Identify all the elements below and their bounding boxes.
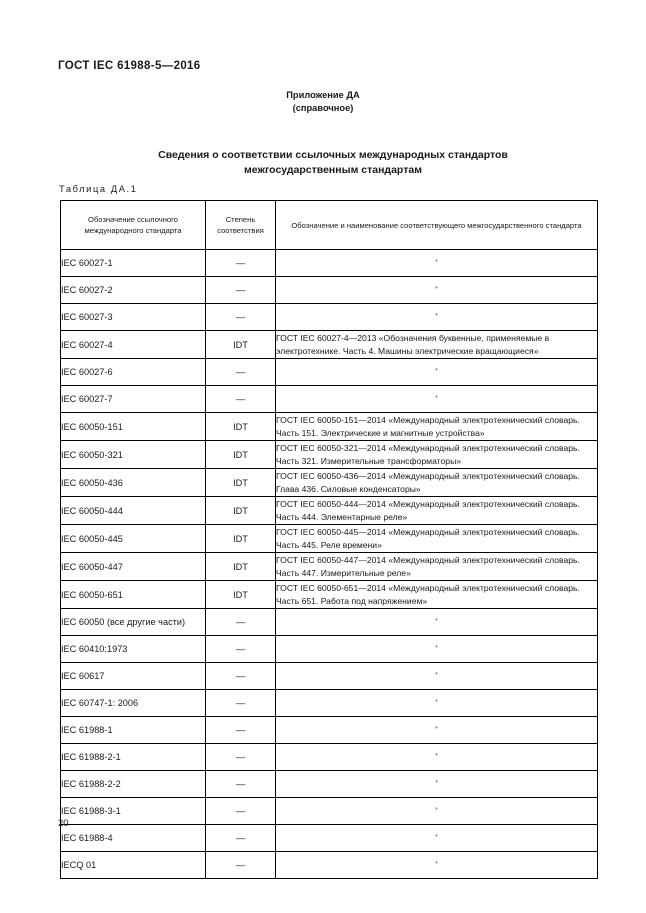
table-row bbox=[61, 609, 598, 636]
table-row bbox=[61, 525, 598, 553]
dash-mark: — bbox=[235, 284, 246, 296]
table-row bbox=[61, 413, 598, 441]
cell-interstate-standard bbox=[276, 690, 598, 717]
cell-degree-of-correspondence bbox=[206, 469, 276, 497]
annex-kind: (справочное) bbox=[292, 102, 354, 113]
idt-label: IDT bbox=[233, 477, 248, 488]
cell-reference-standard: IEC 61988-4 bbox=[61, 825, 206, 852]
table-row bbox=[61, 469, 598, 497]
dash-mark: — bbox=[235, 724, 246, 736]
annex-title bbox=[80, 148, 586, 177]
cell-degree-of-correspondence bbox=[206, 825, 276, 852]
cell-reference-standard: IEC 60050-321 bbox=[61, 441, 206, 469]
dash-mark: — bbox=[235, 805, 246, 817]
table-row bbox=[61, 771, 598, 798]
table-row bbox=[61, 386, 598, 413]
asterisk-mark: * bbox=[435, 726, 438, 734]
dash-mark: — bbox=[235, 257, 246, 269]
annex-label: Приложение ДА bbox=[286, 90, 360, 100]
asterisk-mark: * bbox=[435, 618, 438, 626]
dash-mark: — bbox=[235, 697, 246, 709]
dash-mark: — bbox=[235, 366, 246, 378]
cell-reference-standard: IEC 60050-444 bbox=[61, 497, 206, 525]
cell-degree-of-correspondence bbox=[206, 277, 276, 304]
cell-degree-of-correspondence bbox=[206, 717, 276, 744]
asterisk-mark: * bbox=[435, 286, 438, 294]
table-row bbox=[61, 441, 598, 469]
dash-mark: — bbox=[235, 311, 246, 323]
table-row bbox=[61, 250, 598, 277]
cell-reference-standard: IEC 60050-436 bbox=[61, 469, 206, 497]
cell-reference-standard: IEC 60747-1: 2006 bbox=[61, 690, 206, 717]
dash-mark: — bbox=[235, 616, 246, 628]
cell-degree-of-correspondence bbox=[206, 386, 276, 413]
cell-reference-standard: IEC 60027-2 bbox=[61, 277, 206, 304]
idt-label: IDT bbox=[233, 589, 248, 600]
table-row bbox=[61, 581, 598, 609]
cell-interstate-standard bbox=[276, 798, 598, 825]
cell-degree-of-correspondence bbox=[206, 553, 276, 581]
cell-degree-of-correspondence bbox=[206, 497, 276, 525]
cell-degree-of-correspondence bbox=[206, 250, 276, 277]
cell-degree-of-correspondence bbox=[206, 441, 276, 469]
cell-reference-standard: IEC 61988-1 bbox=[61, 717, 206, 744]
cell-interstate-standard: ГОСТ IEC 60027-4—2013 «Обозначения буквенные, применяемые в электротехнике. Часть 4. Машины электрические вращающиеся» bbox=[276, 331, 598, 359]
cell-interstate-standard: ГОСТ IEC 60050-436—2014 «Международный электротехнический словарь. Глава 436. Силовые конденсаторы» bbox=[276, 469, 598, 497]
table-row bbox=[61, 717, 598, 744]
dash-mark: — bbox=[235, 859, 246, 871]
cell-interstate-standard: ГОСТ IEC 60050-321—2014 «Международный электротехнический словарь. Часть 321. Измерительные трансформаторы» bbox=[276, 441, 598, 469]
table-row bbox=[61, 304, 598, 331]
cell-interstate-standard bbox=[276, 386, 598, 413]
cell-reference-standard: IEC 61988-3-1 bbox=[61, 798, 206, 825]
cell-degree-of-correspondence bbox=[206, 798, 276, 825]
cell-interstate-standard bbox=[276, 277, 598, 304]
cell-degree-of-correspondence bbox=[206, 413, 276, 441]
cell-degree-of-correspondence bbox=[206, 525, 276, 553]
table-row bbox=[61, 553, 598, 581]
asterisk-mark: * bbox=[435, 672, 438, 680]
asterisk-mark: * bbox=[435, 368, 438, 376]
table-row bbox=[61, 663, 598, 690]
cell-reference-standard: IEC 60027-1 bbox=[61, 250, 206, 277]
cell-degree-of-correspondence bbox=[206, 690, 276, 717]
table-row bbox=[61, 825, 598, 852]
dash-mark: — bbox=[235, 393, 246, 405]
cell-interstate-standard bbox=[276, 825, 598, 852]
table-row bbox=[61, 331, 598, 359]
cell-interstate-standard bbox=[276, 744, 598, 771]
asterisk-mark: * bbox=[435, 645, 438, 653]
cell-degree-of-correspondence bbox=[206, 304, 276, 331]
cell-interstate-standard: ГОСТ IEC 60050-151—2014 «Международный электротехнический словарь. Часть 151. Электрические и магнитные устройства» bbox=[276, 413, 598, 441]
cell-reference-standard: IEC 61988-2-1 bbox=[61, 744, 206, 771]
cell-degree-of-correspondence bbox=[206, 771, 276, 798]
page-number: 20 bbox=[58, 818, 69, 829]
dash-mark: — bbox=[235, 778, 246, 790]
cell-degree-of-correspondence bbox=[206, 609, 276, 636]
table-row bbox=[61, 744, 598, 771]
cell-interstate-standard bbox=[276, 636, 598, 663]
cell-reference-standard: IEC 60050-445 bbox=[61, 525, 206, 553]
cell-interstate-standard bbox=[276, 717, 598, 744]
correspondence-table-wrapper bbox=[60, 200, 597, 879]
table-row bbox=[61, 798, 598, 825]
cell-reference-standard: IEC 60027-4 bbox=[61, 331, 206, 359]
cell-interstate-standard bbox=[276, 250, 598, 277]
cell-degree-of-correspondence bbox=[206, 663, 276, 690]
cell-reference-standard: IECQ 01 bbox=[61, 852, 206, 879]
cell-reference-standard: IEC 60027-7 bbox=[61, 386, 206, 413]
cell-reference-standard: IEC 60617 bbox=[61, 663, 206, 690]
cell-degree-of-correspondence bbox=[206, 581, 276, 609]
cell-interstate-standard: ГОСТ IEC 60050-651—2014 «Международный электротехнический словарь. Часть 651. Работа под напряжением» bbox=[276, 581, 598, 609]
table-caption: Таблица ДА.1 bbox=[59, 184, 138, 194]
idt-label: IDT bbox=[233, 561, 248, 572]
asterisk-mark: * bbox=[435, 807, 438, 815]
idt-label: IDT bbox=[233, 449, 248, 460]
asterisk-mark: * bbox=[435, 861, 438, 869]
dash-mark: — bbox=[235, 670, 246, 682]
cell-degree-of-correspondence bbox=[206, 852, 276, 879]
asterisk-mark: * bbox=[435, 780, 438, 788]
cell-interstate-standard bbox=[276, 771, 598, 798]
cell-interstate-standard bbox=[276, 663, 598, 690]
cell-interstate-standard bbox=[276, 852, 598, 879]
correspondence-table bbox=[60, 200, 598, 879]
cell-degree-of-correspondence bbox=[206, 331, 276, 359]
table-body bbox=[61, 250, 598, 879]
dash-mark: — bbox=[235, 751, 246, 763]
cell-reference-standard: IEC 60410:1973 bbox=[61, 636, 206, 663]
table-head bbox=[61, 201, 598, 250]
idt-label: IDT bbox=[233, 421, 248, 432]
asterisk-mark: * bbox=[435, 259, 438, 267]
table-row bbox=[61, 497, 598, 525]
cell-interstate-standard bbox=[276, 359, 598, 386]
cell-interstate-standard: ГОСТ IEC 60050-445—2014 «Международный электротехнический словарь. Часть 445. Реле времени» bbox=[276, 525, 598, 553]
cell-degree-of-correspondence bbox=[206, 744, 276, 771]
cell-reference-standard: IEC 60050-447 bbox=[61, 553, 206, 581]
dash-mark: — bbox=[235, 832, 246, 844]
cell-reference-standard: IEC 60027-3 bbox=[61, 304, 206, 331]
column-header-interstate-standard: Обозначение и наименование соответствующего межгосударственного стандарта bbox=[276, 201, 598, 250]
idt-label: IDT bbox=[233, 533, 248, 544]
annex-heading bbox=[0, 89, 646, 114]
dash-mark: — bbox=[235, 643, 246, 655]
annex-title-line-2: межгосударственным стандартам bbox=[244, 163, 422, 176]
asterisk-mark: * bbox=[435, 313, 438, 321]
cell-interstate-standard: ГОСТ IEC 60050-444—2014 «Международный электротехнический словарь. Часть 444. Элементарные реле» bbox=[276, 497, 598, 525]
cell-reference-standard: IEC 60027-6 bbox=[61, 359, 206, 386]
column-header-reference-standard: Обозначение ссылочного международного стандарта bbox=[61, 201, 206, 250]
table-row bbox=[61, 359, 598, 386]
cell-interstate-standard: ГОСТ IEC 60050-447—2014 «Международный электротехнический словарь. Часть 447. Измерительные реле» bbox=[276, 553, 598, 581]
asterisk-mark: * bbox=[435, 834, 438, 842]
cell-reference-standard: IEC 60050 (все другие части) bbox=[61, 609, 206, 636]
asterisk-mark: * bbox=[435, 699, 438, 707]
cell-reference-standard: IEC 60050-151 bbox=[61, 413, 206, 441]
table-header-row bbox=[61, 201, 598, 250]
table-row bbox=[61, 852, 598, 879]
cell-interstate-standard bbox=[276, 609, 598, 636]
idt-label: IDT bbox=[233, 505, 248, 516]
running-header: ГОСТ IEC 61988-5—2016 bbox=[58, 60, 201, 72]
column-header-degree-of-correspondence: Степень соответствия bbox=[206, 201, 276, 250]
cell-degree-of-correspondence bbox=[206, 359, 276, 386]
cell-reference-standard: IEC 60050-651 bbox=[61, 581, 206, 609]
cell-interstate-standard bbox=[276, 304, 598, 331]
table-row bbox=[61, 690, 598, 717]
table-row bbox=[61, 636, 598, 663]
table-row bbox=[61, 277, 598, 304]
annex-title-line-1: Сведения о соответствии ссылочных международных стандартов bbox=[158, 149, 508, 161]
cell-degree-of-correspondence bbox=[206, 636, 276, 663]
asterisk-mark: * bbox=[435, 395, 438, 403]
idt-label: IDT bbox=[233, 339, 248, 350]
cell-reference-standard: IEC 61988-2-2 bbox=[61, 771, 206, 798]
asterisk-mark: * bbox=[435, 753, 438, 761]
